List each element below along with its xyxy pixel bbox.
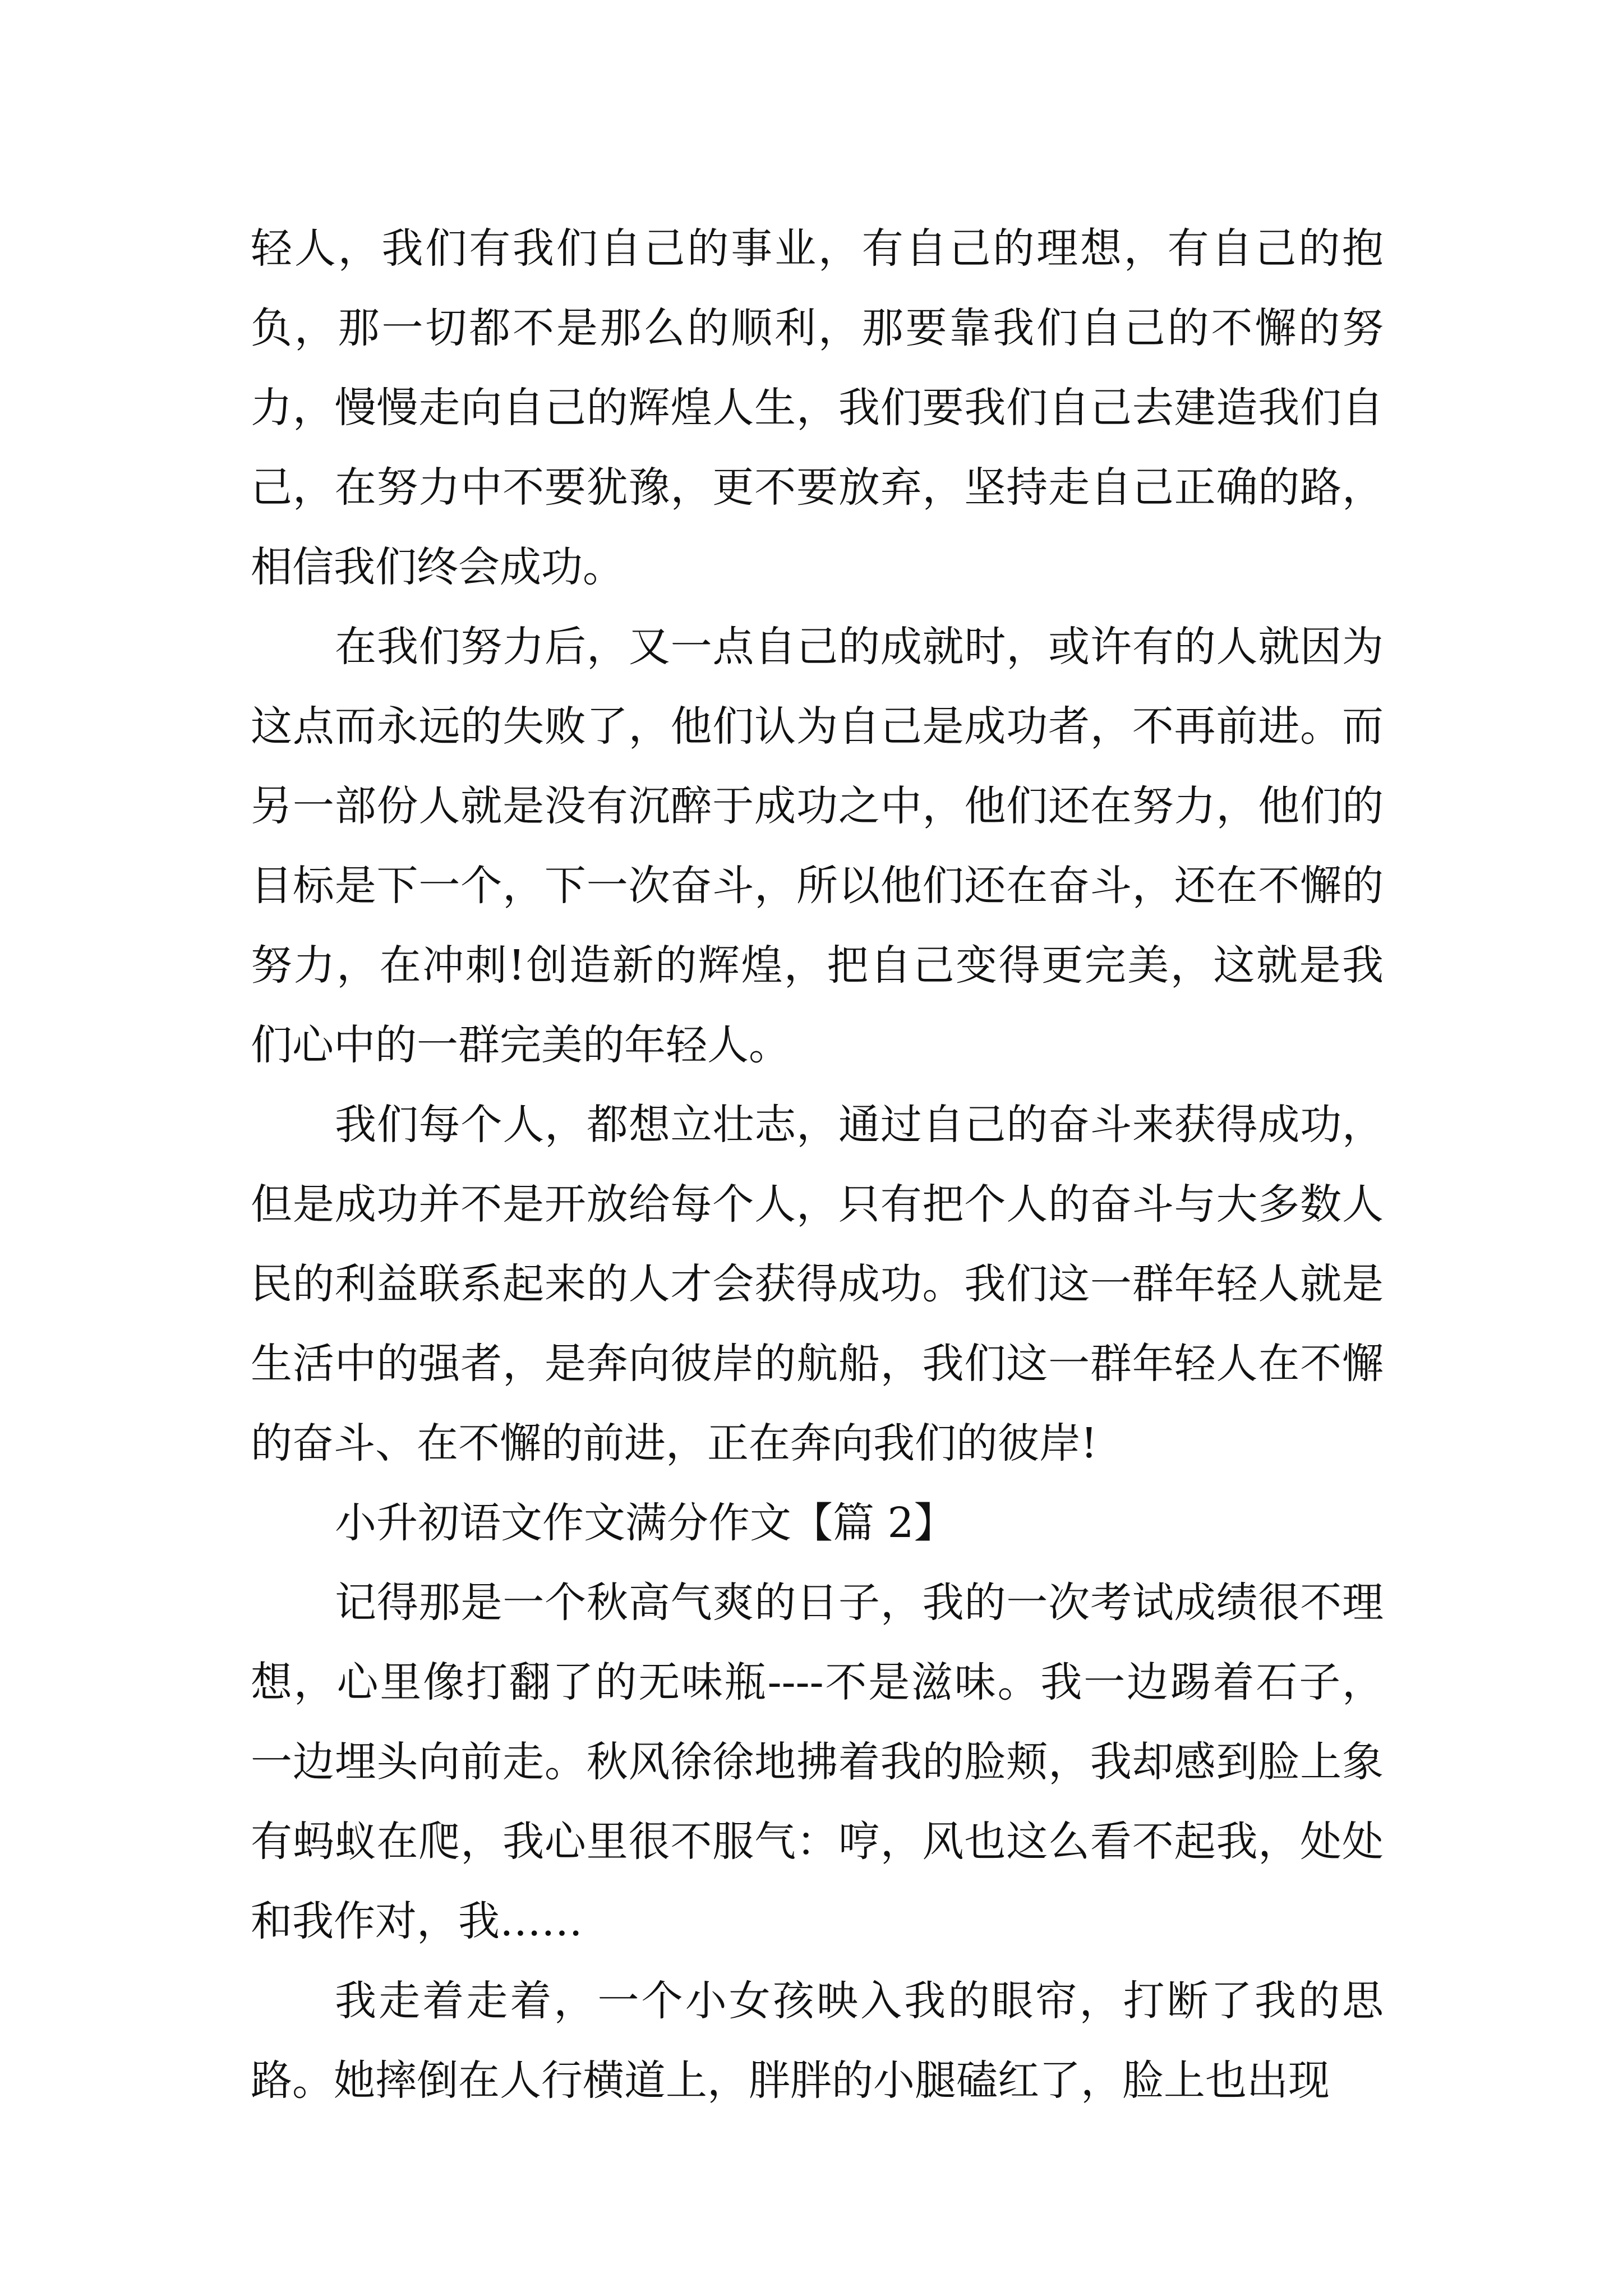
paragraph: 在我们努力后，又一点自己的成就时，或许有的人就因为这点而永远的失败了，他们认为自己是成功者，不再前进。而另一部份人就是没有沉醉于成功之中，他们还在努力，他们的目标是下一个，下一次奋斗，所以他们还在奋斗，还在不懈的努力，在冲刺!创造新的辉煌，把自己变得更完美，这就是我们心中的一群完美的年轻人。 [251, 623, 1384, 1069]
document-page [251, 209, 1384, 2120]
paragraph-continuation: 轻人，我们有我们自己的事业，有自己的理想，有自己的抱负，那一切都不是那么的顺利，那要靠我们自己的不懈的努力，慢慢走向自己的辉煌人生，我们要我们自己去建造我们自己，在努力中不要犹豫，更不要放弃，坚持走自己正确的路，相信我们终会成功。 [251, 224, 1384, 591]
section-heading: 小升初语文作文满分作文【篇 2】 [335, 1499, 956, 1547]
paragraph: 我走着走着，一个小女孩映入我的眼帘，打断了我的思路。她摔倒在人行横道上，胖胖的小腿磕红了，脸上也出现 [251, 1977, 1384, 2105]
paragraph: 记得那是一个秋高气爽的日子，我的一次考试成绩很不理想，心里像打翻了的无味瓶----不是滋味。我一边踢着石子，一边埋头向前走。秋风徐徐地拂着我的脸颊，我却感到脸上象有蚂蚁在爬，我心里很不服气：哼，风也这么看不起我，处处和我作对，我…… [251, 1579, 1384, 1945]
paragraph: 我们每个人，都想立壮志，通过自己的奋斗来获得成功，但是成功并不是开放给每个人，只有把个人的奋斗与大多数人民的利益联系起来的人才会获得成功。我们这一群年轻人就是生活中的强者，是奔向彼岸的航船，我们这一群年轻人在不懈的奋斗、在不懈的前进，正在奔向我们的彼岸! [251, 1101, 1384, 1467]
